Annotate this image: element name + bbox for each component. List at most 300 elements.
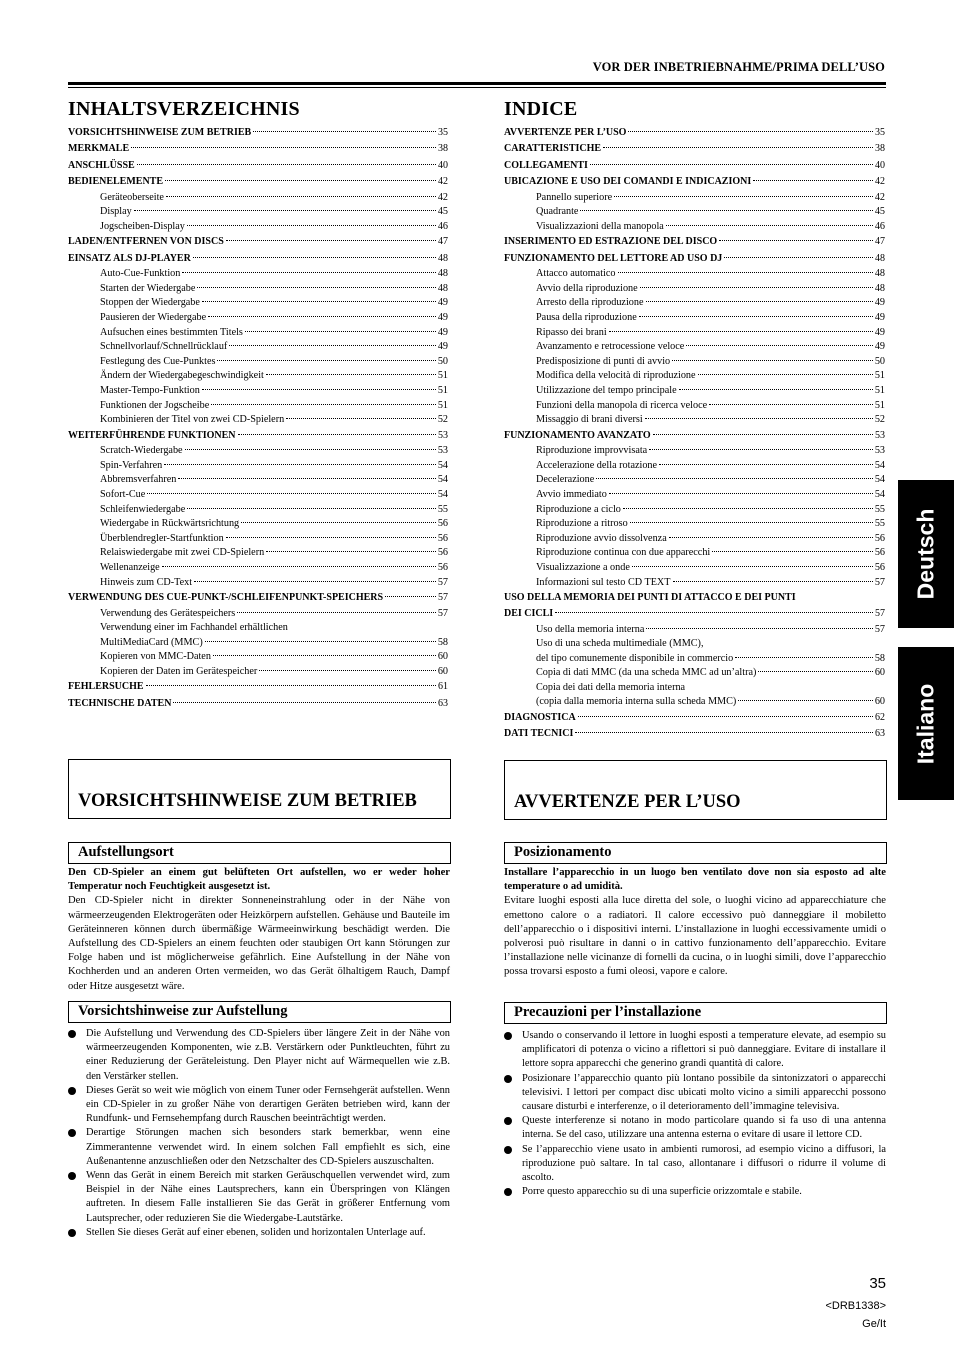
bullet-icon (68, 1229, 76, 1237)
toc-leader-dots (194, 581, 436, 582)
toc-leader-dots (603, 147, 873, 148)
paragraph-posizionamento (504, 866, 886, 980)
toc-entry (504, 125, 885, 141)
language-tab-label: Italiano (912, 683, 939, 764)
toc-entry-page: 49 (437, 341, 448, 353)
paragraph-lead: Installare l’apparecchio in un luogo ben ventilato dove non sia esposto ad alte temperature o ad umidità. (504, 867, 886, 893)
toc-list (504, 125, 885, 743)
toc-entry-label: Missaggio di brani diversi (536, 414, 643, 426)
toc-leader-dots (385, 596, 436, 597)
toc-entry-page: 48 (437, 268, 448, 280)
toc-leader-dots (238, 434, 436, 435)
toc-entry (504, 399, 885, 414)
toc-entry (68, 267, 448, 282)
toc-entry-label: Kombinieren der Titel von zwei CD-Spielern (100, 414, 285, 426)
toc-entry (504, 267, 885, 282)
toc-entry-page: 60 (437, 651, 448, 663)
toc-leader-dots (147, 493, 436, 494)
toc-entry (504, 532, 885, 547)
toc-entry (504, 141, 885, 157)
toc-entry (68, 205, 448, 220)
toc-entry (504, 546, 885, 561)
toc-entry-page: 60 (874, 667, 885, 679)
toc-leader-dots (686, 345, 873, 346)
toc-entry (68, 546, 448, 561)
subsection-title: Aufstellungsort (78, 844, 174, 860)
toc-entry-page: 49 (874, 297, 885, 309)
toc-entry-page: 63 (875, 728, 885, 740)
toc-entry-page: 49 (874, 341, 885, 353)
toc-title: INHALTSVERZEICHNIS (68, 98, 300, 120)
page-number: 35 (869, 1275, 886, 1292)
toc-entry-label: USO DELLA MEMORIA DEI PUNTI DI ATTACCO E DEI PUNTI (504, 592, 796, 604)
toc-entry-page: 53 (875, 429, 885, 441)
toc-entry-label: FEHLERSUCHE (68, 681, 144, 693)
toc-entry-label: del tipo comunemente disponibile in commercio (536, 652, 734, 664)
subsection-heading-box (504, 842, 887, 864)
toc-entry-label: Jogscheiben-Display (100, 220, 185, 232)
toc-entry-label: Hinweis zum CD-Text (100, 576, 193, 588)
toc-entry (504, 234, 885, 250)
toc-entry-page: 57 (874, 576, 885, 588)
toc-entry (68, 158, 448, 174)
toc-entry-label: Uso di una scheda multimediale (MMC), (536, 638, 704, 650)
toc-entry-page: 50 (874, 355, 885, 367)
toc-entry (68, 141, 448, 157)
toc-entry (68, 282, 448, 297)
toc-leader-dots (596, 478, 873, 479)
bullet-item (68, 1084, 450, 1127)
toc-leader-dots (632, 566, 873, 567)
toc-entry-label: Avvio immediato (536, 488, 607, 500)
toc-leader-dots (659, 464, 873, 465)
toc-leader-dots (266, 374, 436, 375)
toc-entry (68, 621, 448, 636)
toc-entry-page: 56 (437, 561, 448, 573)
toc-entry-page: 48 (874, 282, 885, 294)
toc-entry-label: Riproduzione continua con due apparecchi (536, 547, 711, 559)
toc-entry-page: 60 (437, 665, 448, 677)
toc-entry (504, 710, 885, 726)
toc-leader-dots (679, 389, 873, 390)
toc-entry-page: 42 (438, 176, 448, 188)
toc-leader-dots (666, 225, 873, 226)
toc-entry-label: DEI CICLI (504, 608, 554, 620)
bullet-text: Die Aufstellung und Verwendung des CD-Spielers über längere Zeit in der Nähe von wärmeerzeugenden Komponenten, wie z.B. Verstärkern oder Punktleuchten, führt zu einer Reduzierung der Geräteleistung. Den Player nicht auf Wärmequellen wie z.B. den Verstärker stellen. (86, 1028, 450, 1082)
toc-entry-label: Avanzamento e retrocessione veloce (536, 341, 685, 353)
toc-entry (68, 174, 448, 190)
toc-entry (504, 205, 885, 220)
toc-entry (504, 695, 885, 710)
toc-entry-page: 61 (438, 681, 448, 693)
toc-entry-label: Riproduzione a ciclo (536, 503, 621, 515)
toc-entry-page: 49 (437, 312, 448, 323)
toc-leader-dots (165, 180, 436, 181)
toc-list (68, 125, 448, 712)
toc-entry (68, 679, 448, 695)
toc-entry (68, 607, 448, 622)
toc-entry-label: MultiMediaCard (MMC) (100, 636, 203, 648)
toc-entry-page: 57 (874, 623, 885, 635)
toc-entry-page: 56 (437, 547, 448, 559)
toc-entry (504, 488, 885, 503)
toc-entry (68, 251, 448, 267)
toc-entry-page: 40 (438, 159, 448, 171)
toc-leader-dots (241, 522, 436, 523)
toc-entry (504, 652, 885, 667)
header-rule (68, 82, 886, 85)
toc-entry (504, 503, 885, 518)
toc-entry-page: 47 (875, 236, 885, 248)
toc-leader-dots (134, 210, 436, 211)
toc-entry-page: 51 (874, 399, 885, 411)
toc-entry-page: 48 (438, 252, 448, 264)
subsection-heading-box (68, 842, 451, 864)
bullet-item (504, 1185, 886, 1199)
bullet-item (504, 1143, 886, 1186)
toc-entry-label: Verwendung einer im Fachhandel erhältlichen (100, 622, 288, 634)
toc-entry-label: DIAGNOSTICA (504, 712, 576, 724)
toc-entry-label: Copia dei dati della memoria interna (536, 681, 686, 693)
toc-entry-page: 63 (438, 697, 448, 709)
toc-leader-dots (266, 551, 436, 552)
toc-entry (68, 576, 448, 591)
toc-leader-dots (640, 287, 873, 288)
toc-leader-dots (618, 272, 873, 273)
toc-leader-dots (187, 225, 436, 226)
toc-entry-page: 57 (437, 576, 448, 588)
toc-leader-dots (173, 702, 436, 703)
toc-leader-dots (653, 434, 873, 435)
toc-entry-label: Geräteoberseite (100, 191, 164, 203)
toc-entry-label: Relaiswiedergabe mit zwei CD-Spielern (100, 547, 265, 559)
bullet-text: Posizionare l’apparecchio quanto più lontano possibile da sintonizzatori o apparecchi televisivi. I lettori per compact disc ubicati molto vicino a simili apparecchi possono causare disturbi e interferenze, o il deterioramento dell’immagine televisiva. (522, 1072, 886, 1113)
toc-entry-page: 54 (874, 474, 885, 486)
toc-entry-label: Wellenanzeige (100, 561, 160, 573)
toc-entry-page: 42 (874, 191, 885, 203)
toc-entry-label: FUNZIONAMENTO AVANZATO (504, 429, 651, 441)
toc-entry-page: 46 (437, 220, 448, 232)
toc-leader-dots (182, 272, 435, 273)
toc-entry (68, 326, 448, 341)
toc-entry-label: Pausa della riproduzione (536, 312, 637, 323)
toc-entry-label: UBICAZIONE E USO DEI COMANDI E INDICAZIONI (504, 176, 752, 188)
toc-entry-page: 42 (875, 176, 885, 188)
toc-leader-dots (253, 131, 436, 132)
toc-entry-page: 45 (437, 206, 448, 218)
toc-entry-page: 54 (874, 459, 885, 471)
toc-entry-label: BEDIENELEMENTE (68, 176, 164, 188)
bullet-list (504, 1029, 886, 1199)
toc-entry-label: Pausieren der Wiedergabe (100, 312, 207, 323)
toc-entry-page: 51 (437, 399, 448, 411)
paragraph-body: Evitare luoghi esposti alla luce diretta del sole, o luoghi vicino ad apparecchiature che emettono calore o a radiatori. Il calore eccessivo può danneggiare il mobiletto dell’apparecchio o i dispositivi interni. L’installazione in luoghi eccessivamente umidi o polverosi può risultare in danni o in cattivo funzionamento dell’apparecchio. Evitare l’installazione nelle vicinanze di fornelli da cucina, o in luoghi simili, dove l’apparecchio possa trovarsi esposto a fumi oleosi, vapore e calore. (504, 895, 886, 978)
toc-leader-dots (719, 240, 873, 241)
toc-entry-label: MERKMALE (68, 143, 130, 155)
toc-entry (68, 428, 448, 444)
toc-entry-page: 50 (437, 355, 448, 367)
bullet-item (68, 1126, 450, 1169)
bullet-icon (68, 1087, 76, 1095)
toc-leader-dots (609, 331, 873, 332)
toc-entry (504, 444, 885, 459)
toc-entry-label: Predisposizione di punti di avvio (536, 355, 671, 367)
toc-entry (68, 636, 448, 651)
section-heading-box (68, 759, 451, 819)
bullet-item (68, 1226, 450, 1240)
toc-entry (68, 296, 448, 311)
toc-leader-dots (259, 670, 436, 671)
toc-italian (504, 98, 885, 743)
toc-entry (504, 355, 885, 370)
toc-leader-dots (609, 493, 873, 494)
toc-leader-dots (178, 478, 435, 479)
bullet-icon (504, 1117, 512, 1125)
toc-entry-page: 56 (874, 561, 885, 573)
toc-leader-dots (646, 628, 872, 629)
toc-entry-page: 54 (437, 474, 448, 486)
toc-leader-dots (217, 360, 435, 361)
toc-entry-label: Überblendregler-Startfunktion (100, 532, 224, 544)
toc-entry-page: 42 (437, 191, 448, 203)
toc-entry (504, 220, 885, 235)
toc-entry-page: 46 (874, 220, 885, 232)
toc-entry-page: 55 (874, 518, 885, 530)
toc-entry (68, 191, 448, 206)
toc-entry-page: 38 (875, 143, 885, 155)
toc-leader-dots (208, 316, 436, 317)
toc-entry-label: Display (100, 206, 132, 218)
toc-entry-page: 58 (874, 652, 885, 664)
toc-leader-dots (645, 418, 873, 419)
toc-entry-label: Kopieren von MMC-Daten (100, 651, 211, 663)
toc-entry (504, 606, 885, 622)
toc-entry-label: Attacco automatico (536, 268, 616, 280)
toc-leader-dots (669, 537, 873, 538)
toc-entry (504, 517, 885, 532)
toc-leader-dots (164, 464, 436, 465)
toc-leader-dots (698, 374, 873, 375)
toc-entry-page: 57 (438, 592, 448, 604)
toc-entry (68, 650, 448, 665)
toc-leader-dots (555, 612, 873, 613)
toc-leader-dots (753, 180, 873, 181)
toc-leader-dots (137, 164, 436, 165)
toc-entry-label: Quadrante (536, 206, 579, 218)
toc-title: INDICE (504, 98, 578, 120)
toc-entry (504, 681, 885, 696)
section-title: AVVERTENZE PER L’USO (514, 792, 741, 812)
toc-entry-label: Uso della memoria interna (536, 623, 645, 635)
toc-leader-dots (628, 131, 873, 132)
bullet-text: Stellen Sie dieses Gerät auf einer ebenen, soliden und horizontalen Unterlage auf. (86, 1226, 426, 1238)
bullet-icon (68, 1129, 76, 1137)
toc-leader-dots (166, 196, 436, 197)
toc-leader-dots (673, 581, 873, 582)
toc-entry-page: 51 (437, 370, 448, 382)
bullet-text: Usando o conservando il lettore in luoghi esposti a temperature elevate, ad esempio su amplificatori di potenza o vicino a riflettori si può danneggiare. Evitare di installare il lettore sopra apparecchi che generino grandi quantità di calore. (522, 1030, 886, 1070)
toc-entry-label: Scratch-Wiedergabe (100, 445, 183, 457)
toc-entry-label: Auto-Cue-Funktion (100, 268, 181, 280)
toc-leader-dots (131, 147, 436, 148)
toc-entry-page: 51 (874, 384, 885, 396)
paragraph-lead: Den CD-Spieler an einem gut belüfteten Ort aufstellen, wo er weder hoher Temperatur noch Feuchtigkeit ausgesetzt ist. (68, 867, 450, 893)
bullet-icon (504, 1146, 512, 1154)
toc-entry (68, 517, 448, 532)
toc-entry-label: Ripasso dei brani (536, 326, 607, 338)
toc-leader-dots (146, 685, 436, 686)
section-title: VORSICHTSHINWEISE ZUM BETRIEB (78, 791, 417, 811)
toc-entry-page: 49 (437, 297, 448, 309)
bullet-list (68, 1027, 450, 1240)
toc-entry-page: 55 (437, 503, 448, 515)
subsection-title: Vorsichtshinweise zur Aufstellung (78, 1003, 288, 1019)
toc-leader-dots (286, 418, 436, 419)
toc-entry-page: 49 (874, 326, 885, 338)
bullet-text: Derartige Störungen machen sich besonders stark bemerkbar, wenn eine Zimmerantenne verwendet wird. In einem solchen Fall empfiehlt es sich, eine Außenantenne anzuschließen oder den Netzschalter des CD-Spielers auszuschalten. (86, 1127, 450, 1167)
toc-entry-label: Informazioni sul testo CD TEXT (536, 576, 671, 588)
toc-entry-label: FUNZIONAMENTO DEL LETTORE AD USO DJ (504, 252, 723, 264)
toc-entry-label: Pannello superiore (536, 191, 613, 203)
toc-entry-page: 47 (438, 236, 448, 248)
toc-entry (504, 637, 885, 652)
toc-leader-dots (187, 508, 436, 509)
toc-leader-dots (623, 508, 873, 509)
toc-leader-dots (193, 257, 436, 258)
toc-entry (68, 384, 448, 399)
toc-entry (504, 251, 885, 267)
toc-entry-page: 54 (874, 488, 885, 500)
toc-entry-label: Funzioni della manopola di ricerca veloce (536, 399, 708, 411)
toc-leader-dots (229, 345, 436, 346)
toc-entry (68, 473, 448, 488)
toc-entry (504, 384, 885, 399)
toc-entry (68, 369, 448, 384)
toc-entry (68, 503, 448, 518)
toc-entry-label: Riproduzione avvio dissolvenza (536, 532, 667, 544)
toc-entry-page: 56 (437, 518, 448, 530)
toc-entry-page: 55 (874, 503, 885, 515)
toc-entry-page: 56 (874, 532, 885, 544)
toc-entry (504, 473, 885, 488)
toc-entry (504, 191, 885, 206)
toc-entry (68, 340, 448, 355)
toc-entry-label: Avvio della riproduzione (536, 282, 638, 294)
toc-entry (68, 459, 448, 474)
paragraph-aufstellungsort (68, 866, 450, 994)
toc-leader-dots (649, 449, 873, 450)
toc-entry (504, 623, 885, 638)
toc-entry (68, 125, 448, 141)
toc-entry-label: Sofort-Cue (100, 488, 146, 500)
toc-entry-label: Visualizzazione a onde (536, 561, 630, 573)
toc-leader-dots (202, 301, 436, 302)
section-heading-box (504, 760, 887, 820)
bullet-icon (504, 1032, 512, 1040)
toc-leader-dots (211, 404, 436, 405)
toc-entry-page: 58 (437, 636, 448, 648)
toc-entry (504, 666, 885, 681)
toc-leader-dots (712, 551, 873, 552)
toc-entry-label: Accelerazione della rotazione (536, 459, 658, 471)
header-rule-thin (68, 87, 886, 88)
toc-leader-dots (724, 257, 873, 258)
toc-leader-dots (237, 612, 436, 613)
toc-entry (504, 340, 885, 355)
toc-entry-label: Kopieren der Daten im Gerätespeicher (100, 665, 258, 677)
toc-entry-page: 53 (874, 445, 885, 457)
toc-leader-dots (197, 287, 435, 288)
toc-entry-page: 57 (875, 608, 885, 620)
toc-leader-dots (580, 210, 872, 211)
toc-german (68, 98, 448, 712)
toc-entry (504, 296, 885, 311)
toc-entry-page: 62 (875, 712, 885, 724)
toc-leader-dots (614, 196, 873, 197)
toc-entry-label: Schnellvorlauf/Schnellrücklauf (100, 341, 228, 353)
toc-leader-dots (162, 566, 436, 567)
toc-entry-label: (copia dalla memoria interna sulla scheda MMC) (536, 696, 737, 708)
toc-entry (504, 282, 885, 297)
toc-entry-label: Decelerazione (536, 474, 595, 486)
toc-entry-page: 48 (875, 252, 885, 264)
toc-entry-label: Aufsuchen eines bestimmten Titels (100, 326, 243, 338)
toc-entry (68, 234, 448, 250)
toc-entry (68, 488, 448, 503)
toc-leader-dots (630, 522, 873, 523)
toc-leader-dots (639, 316, 873, 317)
toc-leader-dots (590, 164, 873, 165)
language-tab-deutsch[interactable] (898, 480, 954, 628)
toc-entry (504, 326, 885, 341)
toc-entry-page: 49 (437, 326, 448, 338)
toc-leader-dots (213, 655, 436, 656)
toc-entry-page: 38 (438, 143, 448, 155)
subsection-title: Posizionamento (514, 844, 612, 860)
toc-entry (504, 174, 885, 190)
toc-entry-page: 53 (437, 445, 448, 457)
toc-entry-page: 51 (437, 384, 448, 396)
toc-entry-label: TECHNISCHE DATEN (68, 697, 172, 709)
toc-leader-dots (738, 700, 873, 701)
toc-leader-dots (226, 537, 436, 538)
toc-entry-label: Abbremsverfahren (100, 474, 177, 486)
toc-entry-label: Modifica della velocità di riproduzione (536, 370, 696, 382)
toc-entry-label: Funktionen der Jogscheibe (100, 399, 210, 411)
toc-entry-label: WEITERFÜHRENDE FUNKTIONEN (68, 429, 236, 441)
language-tab-label: Deutsch (912, 508, 939, 600)
bullet-icon (504, 1188, 512, 1196)
toc-leader-dots (758, 671, 872, 672)
toc-leader-dots (672, 360, 873, 361)
bullet-icon (504, 1075, 512, 1083)
toc-leader-dots (185, 449, 436, 450)
toc-entry-label: Riproduzione improvvisata (536, 445, 648, 457)
toc-entry (68, 399, 448, 414)
bullet-icon (68, 1172, 76, 1180)
toc-leader-dots (578, 716, 873, 717)
toc-entry-page: 40 (875, 159, 885, 171)
toc-entry (68, 220, 448, 235)
toc-entry-label: Master-Tempo-Funktion (100, 384, 200, 396)
subsection-heading-box (504, 1002, 887, 1024)
toc-entry-page: 60 (874, 696, 885, 708)
toc-entry (68, 311, 448, 326)
toc-entry-label: AVVERTENZE PER L’USO (504, 127, 627, 138)
language-tab-italiano[interactable] (898, 647, 954, 800)
toc-entry-label: DATI TECNICI (504, 728, 574, 740)
toc-entry (504, 726, 885, 742)
